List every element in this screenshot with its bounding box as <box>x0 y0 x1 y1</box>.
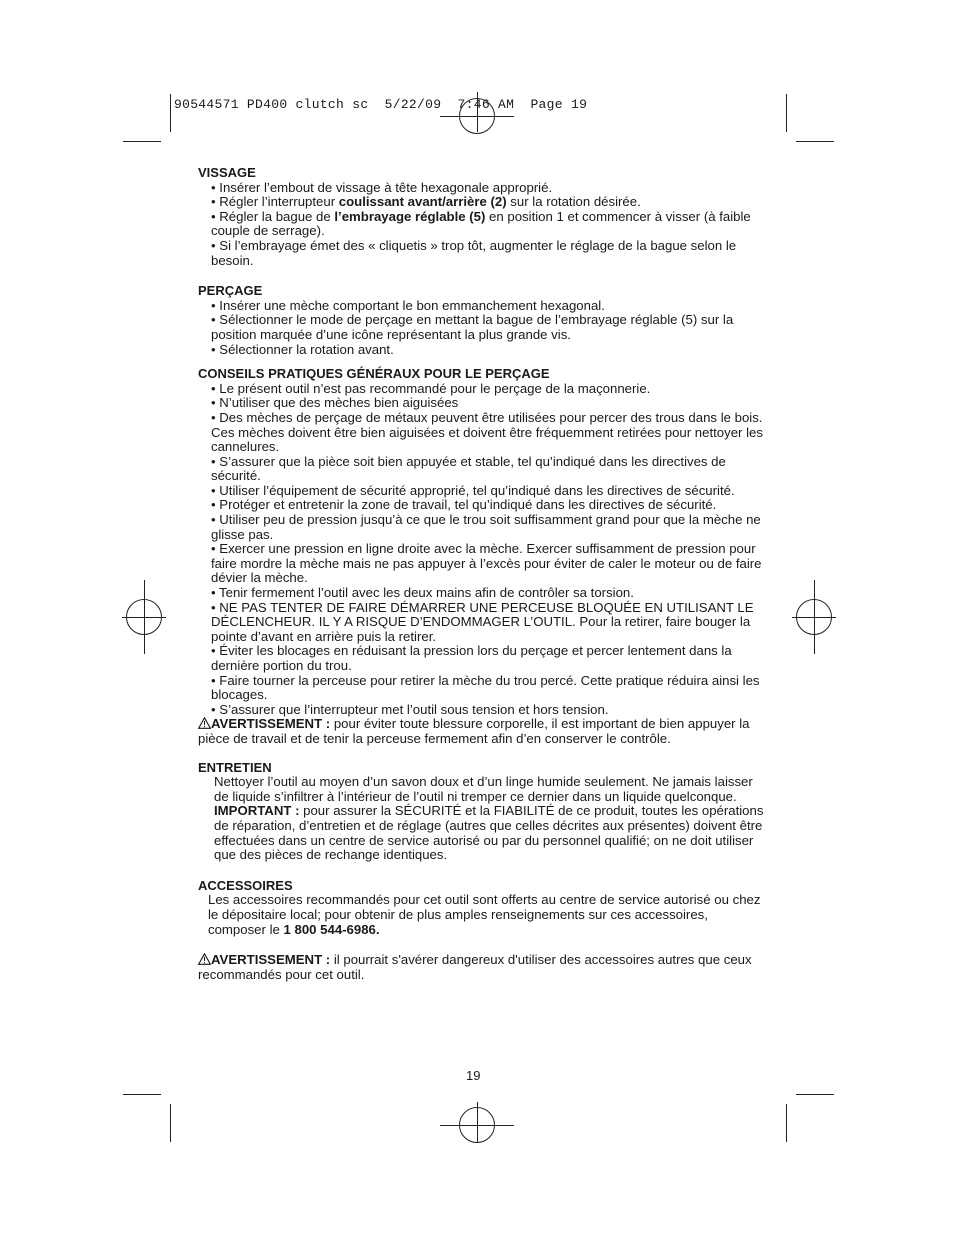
warning-note: AVERTISSEMENT : il pourrait s'avérer dangereux d'utiliser des accessoires autres que ceux recommandés pour cet outil. <box>198 952 752 982</box>
warning-label: AVERTISSEMENT : <box>211 716 331 732</box>
page-content <box>198 166 764 982</box>
print-slug: 90544571 PD400 clutch sc 5/22/09 7:46 AM Page 19 <box>174 97 588 112</box>
list-item: • Tenir fermement l’outil avec les deux mains afin de contrôler sa torsion. <box>211 585 634 601</box>
registration-line <box>144 580 145 654</box>
list-item: • Sélectionner la rotation avant. <box>211 341 394 357</box>
list-item: • Le présent outil n’est pas recommandé pour le perçage de la maçonnerie. <box>211 380 651 396</box>
list-item: • Régler la bague de l’embrayage réglable (5) en position 1 et commencer à visser (à faible couple de serrage). <box>211 208 751 239</box>
list-item: • Utiliser peu de pression jusqu’à ce que le trou soit suffisamment grand pour que la mèche ne glisse pas. <box>211 512 761 542</box>
crop-mark <box>170 1104 171 1142</box>
section-heading: ENTRETIEN <box>198 759 272 775</box>
crop-mark <box>796 141 834 142</box>
section-heading: ACCESSOIRES <box>198 877 293 893</box>
crop-mark <box>786 1104 787 1142</box>
crop-mark <box>123 1094 161 1095</box>
list-item: • Sélectionner le mode de perçage en mettant la bague de l’embrayage réglable (5) sur la position marquée d’une icône représentant la plus grande vis. <box>211 312 734 342</box>
section-heading: VISSAGE <box>198 165 256 180</box>
list-item: • NE PAS TENTER DE FAIRE DÉMARRER UNE PERCEUSE BLOQUÉE EN UTILISANT LE DÉCLENCHEUR. IL Y A RISQUE D’ENDOMMAGER L’OUTIL. Pour la retirer, faire bouger la pointe d’avant en arrière puis la retirer. <box>211 599 754 644</box>
paragraph: Nettoyer l’outil au moyen d’un savon doux et d’un linge humide seulement. Ne jamais laisser de liquide s’infiltrer à l’intérieur de l’outil ni tremper ce dernier dans un liquide quelconque. <box>214 774 753 804</box>
section-heading: PERÇAGE <box>198 283 263 299</box>
list-item: • Régler l’interrupteur coulissant avant/arrière (2) sur la rotation désirée. <box>211 194 641 210</box>
tips-list <box>198 382 764 718</box>
list-item: • N’utiliser que des mèches bien aiguisées <box>211 395 459 411</box>
crop-mark <box>123 141 161 142</box>
list-item: • Insérer une mèche comportant le bon emmanchement hexagonal. <box>211 297 605 313</box>
registration-line <box>477 1102 478 1142</box>
list-item: • Exercer une pression en ligne droite avec la mèche. Exercer suffisamment de pression pour faire mordre la mèche mais ne pas appuyer à l’excès pour éviter de caler le moteur ou de faire dévier la mèche. <box>211 541 762 586</box>
list-item: • Éviter les blocages en réduisant la pression lors du perçage et percer lentement dans la dernière portion du trou. <box>211 643 732 673</box>
paragraph: Les accessoires recommandés pour cet outil sont offerts au centre de service autorisé ou chez le dépositaire local; pour obtenir de plus amples renseignements sur ces accessoires, composer le 1 800 544-6986. <box>208 892 761 937</box>
list-item: • Si l’embrayage émet des « cliquetis » trop tôt, augmenter le réglage de la bague selon le besoin. <box>211 237 737 268</box>
section-heading: CONSEILS PRATIQUES GÉNÉRAUX POUR LE PERÇAGE <box>198 366 550 382</box>
list-item: • Protéger et entretenir la zone de travail, tel qu’indiqué dans les directives de sécurité. <box>211 497 717 513</box>
crop-mark <box>796 1094 834 1095</box>
warning-triangle-icon <box>198 953 211 965</box>
list-item: • Des mèches de perçage de métaux peuvent être utilisées pour percer des trous dans le bois. Ces mèches doivent être bien aiguisées et doivent être fréquemment retirées pour nettoyer les cannelures. <box>211 409 763 455</box>
warning-label: AVERTISSEMENT : <box>211 952 331 968</box>
phone-number: 1 800 544-6986. <box>283 921 380 937</box>
warning-triangle-icon <box>198 717 211 729</box>
list-item: • Insérer l’embout de vissage à tête hexagonale approprié. <box>211 179 553 195</box>
registration-line <box>814 580 815 654</box>
list-item: • S’assurer que la pièce soit bien appuyée et stable, tel qu’indiqué dans les directives de sécurité. <box>211 453 726 484</box>
warning-note: AVERTISSEMENT : pour éviter toute blessure corporelle, il est important de bien appuyer la pièce de travail et de tenir la perceuse fermement afin d’en conserver le contrôle. <box>198 716 750 746</box>
list-item: • Faire tourner la perceuse pour retirer la mèche du trou percé. Cette pratique réduira ainsi les blocages. <box>211 672 760 703</box>
list-item: • Utiliser l’équipement de sécurité approprié, tel qu’indiqué dans les directives de sécurité. <box>211 482 735 498</box>
page-number: 19 <box>466 1068 481 1083</box>
crop-mark <box>786 94 787 132</box>
list-item: • S’assurer que l’interrupteur met l’outil sous tension et hors tension. <box>211 701 609 717</box>
crop-mark <box>170 94 171 132</box>
important-note: IMPORTANT : pour assurer la SÉCURITÉ et la FIABILITÉ de ce produit, toutes les opérations de réparation, d’entretien et de réglage (autres que celles décrites aux présentes) doivent être effectuées dans un centre de service autorisé ou par du personnel qualifié; on ne doit utiliser que des pièces de rechange identiques. <box>214 803 764 863</box>
